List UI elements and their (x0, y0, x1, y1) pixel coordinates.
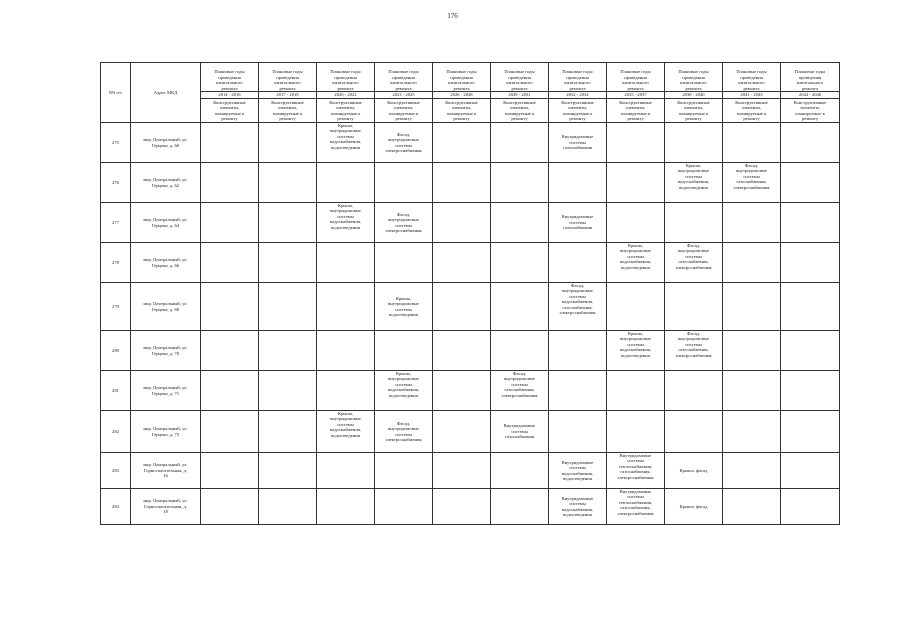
repair-elements-cell (201, 283, 259, 331)
header-period: 2026 - 2028 (433, 92, 491, 99)
header-period: 2041 - 2043 (723, 92, 781, 99)
repair-elements-cell (781, 489, 840, 525)
repair-elements-cell (781, 203, 840, 243)
repair-elements-cell (259, 283, 317, 331)
repair-elements-cell: Внутридомовые системы теплоснабжения, газоснабжения, электроснабжения (607, 453, 665, 489)
repair-elements-cell (433, 453, 491, 489)
table-row (101, 163, 840, 203)
repair-elements-cell: Крыша, внутридомовые системы водоотведения (375, 283, 433, 331)
repair-elements-cell (201, 123, 259, 163)
table-row (101, 203, 840, 243)
repair-elements-cell (491, 283, 549, 331)
repair-elements-cell (259, 489, 317, 525)
repair-elements-cell: Фасад, внутридомовые системы электроснабжения (375, 411, 433, 453)
repair-elements-cell (433, 243, 491, 283)
table-row (101, 453, 840, 489)
table-row (101, 123, 840, 163)
repair-elements-cell (491, 453, 549, 489)
repair-elements-cell (375, 163, 433, 203)
header-planned-years: Плановые годы проведения капитального ремонта (723, 63, 781, 92)
header-planned-years: Плановые годы проведения капитального ремонта (317, 63, 375, 92)
repair-elements-cell (201, 243, 259, 283)
repair-elements-cell: Фасад, внутридомовые системы газоснабжения, электроснабжения (665, 331, 723, 371)
repair-elements-cell (549, 243, 607, 283)
repair-elements-cell (317, 453, 375, 489)
header-period: 2038 - 2040 (665, 92, 723, 99)
header-elements: Конструктивные элементы, планируемые к ремонту (433, 99, 491, 123)
repair-elements-cell (375, 489, 433, 525)
repair-elements-cell (607, 411, 665, 453)
repair-elements-cell (549, 411, 607, 453)
repair-elements-cell (259, 371, 317, 411)
repair-elements-cell (607, 283, 665, 331)
repair-elements-cell (433, 489, 491, 525)
header-row (101, 63, 840, 92)
table-row (101, 243, 840, 283)
header-planned-years: Плановые годы проведения капитального ремонта (607, 63, 665, 92)
row-address: мкр. Центральный, ул. Герцена, д. 70 (131, 331, 201, 371)
repair-elements-cell (781, 163, 840, 203)
row-number: 275 (101, 123, 131, 163)
repair-elements-cell (375, 243, 433, 283)
repair-elements-cell (723, 123, 781, 163)
row-number: 284 (101, 489, 131, 525)
repair-elements-cell (723, 203, 781, 243)
header-period: 2023 - 2025 (375, 92, 433, 99)
header-elements: Конструктивные элементы, планируемые к ремонту (665, 99, 723, 123)
repair-elements-cell: Фасад, внутридомовые системы электроснабжения (375, 123, 433, 163)
header-period: 2014 - 2016 (201, 92, 259, 99)
header-period: 2020 - 2022 (317, 92, 375, 99)
repair-elements-cell (433, 163, 491, 203)
repair-elements-cell (259, 203, 317, 243)
table-row (101, 283, 840, 331)
repair-elements-cell (665, 203, 723, 243)
repair-elements-cell (723, 489, 781, 525)
row-address: мкр. Центральный, ул. Горноспасательная, д. 18 (131, 489, 201, 525)
header-planned-years: Плановые годы проведения капитального ремонта (433, 63, 491, 92)
table-row (101, 371, 840, 411)
repair-elements-cell (723, 283, 781, 331)
header-planned-years: Плановые годы проведения капитального ремонта (665, 63, 723, 92)
repair-elements-cell: Фасад, внутридомовые системы газоснабжения, электроснабжения (665, 243, 723, 283)
repair-elements-cell (433, 411, 491, 453)
repair-elements-cell: Фасад, внутридомовые системы водоснабжения, газоснабжения, электроснабжения (549, 283, 607, 331)
header-periods-row (101, 92, 840, 99)
repair-elements-cell: Внутридомовые системы водоснабжения, водоотведения (549, 453, 607, 489)
repair-elements-cell (317, 331, 375, 371)
repair-elements-cell (259, 123, 317, 163)
repair-elements-cell (723, 411, 781, 453)
header-elements: Конструктивные элементы, планируемые к ремонту (723, 99, 781, 123)
repair-elements-cell (781, 123, 840, 163)
repair-elements-cell: Крыша, внутридомовые системы водоснабжения, водоотведения (375, 371, 433, 411)
header-elements: Конструктивные элементы, планируемые к ремонту (549, 99, 607, 123)
repair-elements-cell (781, 283, 840, 331)
repair-elements-cell (607, 163, 665, 203)
header-period: 2032 - 2034 (549, 92, 607, 99)
repair-elements-cell (665, 283, 723, 331)
repair-elements-cell (201, 203, 259, 243)
row-number: 281 (101, 371, 131, 411)
repair-elements-cell (549, 371, 607, 411)
repair-elements-cell (317, 489, 375, 525)
row-address: мкр. Центральный, ул. Герцена, д. 66 (131, 243, 201, 283)
row-address: мкр. Центральный, ул. Герцена, д. 68 (131, 283, 201, 331)
header-elements: Конструктивные элементы, планируемые к ремонту (259, 99, 317, 123)
repair-elements-cell (201, 411, 259, 453)
repair-elements-cell (607, 123, 665, 163)
repair-elements-cell (723, 453, 781, 489)
row-number: 283 (101, 453, 131, 489)
repair-elements-cell (317, 163, 375, 203)
repair-elements-cell (491, 331, 549, 371)
row-number: 282 (101, 411, 131, 453)
repair-elements-cell (781, 453, 840, 489)
header-elements: Конструктивные элементы, планируемые к ремонту (201, 99, 259, 123)
header-elements: Конструктивные элементы, планируемые к ремонту (781, 99, 840, 123)
page-number: 176 (447, 12, 458, 20)
header-period: 2029 - 2031 (491, 92, 549, 99)
repair-elements-cell: Крыша, фасад (665, 453, 723, 489)
repair-elements-cell (259, 453, 317, 489)
repair-elements-cell (723, 371, 781, 411)
repair-elements-cell (491, 163, 549, 203)
row-number: 280 (101, 331, 131, 371)
table-row (101, 411, 840, 453)
repair-elements-cell: Внутридомовые системы газоснабжения (549, 203, 607, 243)
row-address: мкр. Центральный, ул. Герцена, д. 71 (131, 371, 201, 411)
repair-elements-cell: Фасад, внутридомовые системы газоснабжения, электроснабжения (491, 371, 549, 411)
repair-elements-cell (549, 331, 607, 371)
header-period: 2017 - 2019 (259, 92, 317, 99)
row-address: мкр. Центральный, ул. Герцена, д. 60 (131, 123, 201, 163)
header-elements: Конструктивные элементы, планируемые к ремонту (317, 99, 375, 123)
repair-elements-cell (491, 203, 549, 243)
row-address: мкр. Центральный, ул. Герцена, д. 62 (131, 163, 201, 203)
header-planned-years: Плановые годы проведения капитального ремонта (201, 63, 259, 92)
repair-elements-cell: Внутридомовые системы теплоснабжения, газоснабжения, электроснабжения (607, 489, 665, 525)
repair-elements-cell (433, 371, 491, 411)
row-address: мкр. Центральный, ул. Горноспасательная, д. 16 (131, 453, 201, 489)
repair-elements-cell (433, 331, 491, 371)
header-period: 2035 - 2037 (607, 92, 665, 99)
repair-elements-cell (781, 371, 840, 411)
repair-elements-cell (607, 203, 665, 243)
header-elements: Конструктивные элементы, планируемые к ремонту (607, 99, 665, 123)
repair-elements-cell (259, 243, 317, 283)
repair-elements-cell: Внутридомовые системы газоснабжения (549, 123, 607, 163)
capital-repair-table (100, 62, 840, 525)
table-row (101, 331, 840, 371)
row-address: мкр. Центральный, ул. Герцена, д. 75 (131, 411, 201, 453)
repair-elements-cell (375, 453, 433, 489)
repair-elements-cell: Крыша, внутридомовые системы водоснабжения, водоотведения (317, 411, 375, 453)
header-planned-years: Плановые годы проведения капитального ремонта (259, 63, 317, 92)
repair-elements-cell (781, 243, 840, 283)
repair-elements-cell: Крыша, внутридомовые системы водоснабжения, водоотведения (317, 123, 375, 163)
repair-elements-cell (317, 283, 375, 331)
header-number: NN п/с (101, 63, 131, 123)
header-planned-years: Плановые годы проведения капитального ремонта (781, 63, 840, 92)
header-elements: Конструктивные элементы, планируемые к ремонту (491, 99, 549, 123)
repair-elements-cell (201, 453, 259, 489)
header-period: 2044 - 2046 (781, 92, 840, 99)
repair-elements-cell: Крыша, внутридомовые системы водоснабжения, водоотведения (607, 243, 665, 283)
repair-elements-cell (665, 123, 723, 163)
repair-elements-cell (723, 243, 781, 283)
header-planned-years: Плановые годы проведения капитального ремонта (375, 63, 433, 92)
repair-elements-cell (433, 123, 491, 163)
repair-elements-cell (549, 163, 607, 203)
header-planned-years: Плановые годы проведения капитального ремонта (491, 63, 549, 92)
repair-elements-cell (259, 163, 317, 203)
repair-elements-cell (375, 331, 433, 371)
repair-elements-cell (433, 283, 491, 331)
repair-elements-cell (781, 331, 840, 371)
row-number: 279 (101, 283, 131, 331)
repair-elements-cell: Крыша, внутридомовые системы водоснабжения, водоотведения (607, 331, 665, 371)
repair-elements-cell (433, 203, 491, 243)
repair-elements-cell (491, 123, 549, 163)
repair-elements-cell: Крыша, внутридомовые системы водоснабжения, водоотведения (317, 203, 375, 243)
repair-elements-cell (201, 163, 259, 203)
repair-elements-cell: Внутридомовые системы водоснабжения, водоотведения (549, 489, 607, 525)
repair-elements-cell (201, 331, 259, 371)
repair-elements-cell (317, 243, 375, 283)
repair-elements-cell (665, 371, 723, 411)
repair-elements-cell (491, 243, 549, 283)
header-elements: Конструктивные элементы, планируемые к ремонту (375, 99, 433, 123)
repair-elements-cell (201, 489, 259, 525)
repair-elements-cell (259, 411, 317, 453)
repair-elements-cell (665, 411, 723, 453)
header-address: Адрес МКД (131, 63, 201, 123)
table-row (101, 489, 840, 525)
repair-elements-cell: Крыша, фасад (665, 489, 723, 525)
repair-elements-cell: Крыша, внутридомовые системы водоснабжения, водоотведения (665, 163, 723, 203)
repair-elements-cell (491, 489, 549, 525)
row-number: 277 (101, 203, 131, 243)
repair-elements-cell: Внутридомовые системы газоснабжения (491, 411, 549, 453)
repair-elements-cell: Фасад, внутридомовые системы электроснабжения (375, 203, 433, 243)
repair-elements-cell (201, 371, 259, 411)
row-number: 278 (101, 243, 131, 283)
row-address: мкр. Центральный, ул. Герцена, д. 64 (131, 203, 201, 243)
row-number: 276 (101, 163, 131, 203)
repair-elements-cell (259, 331, 317, 371)
header-planned-years: Плановые годы проведения капитального ремонта (549, 63, 607, 92)
header-elements-row (101, 99, 840, 123)
repair-elements-cell (317, 371, 375, 411)
repair-elements-cell (607, 371, 665, 411)
repair-elements-cell: Фасад, внутридомовые системы газоснабжения, электроснабжения (723, 163, 781, 203)
repair-elements-cell (781, 411, 840, 453)
repair-elements-cell (723, 331, 781, 371)
